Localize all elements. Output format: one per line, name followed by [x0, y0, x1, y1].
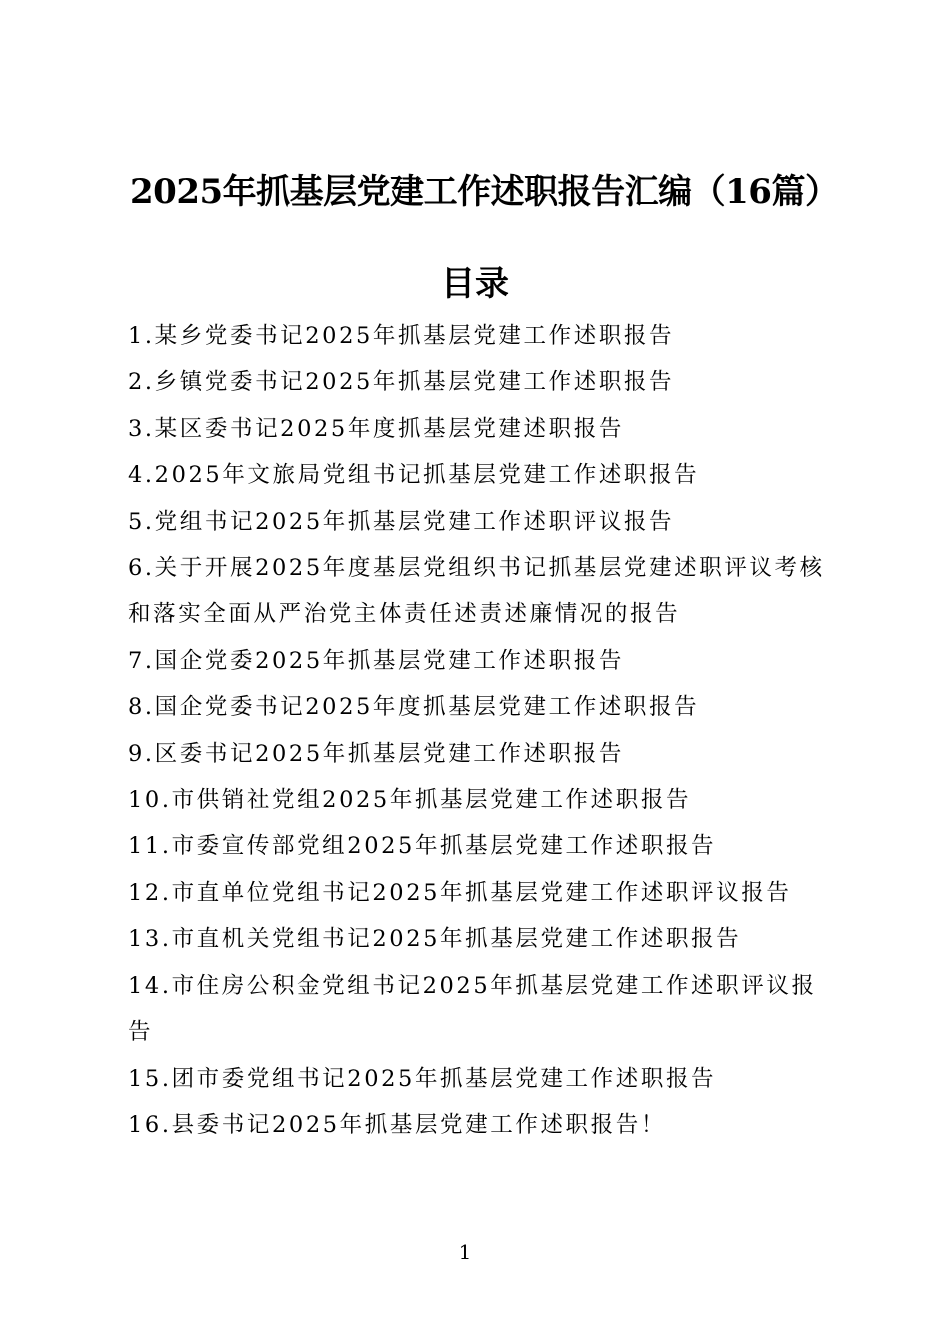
toc-item: 9.区委书记2025年抓基层党建工作述职报告 [128, 740, 624, 767]
toc-item: 15.团市委党组书记2025年抓基层党建工作述职报告 [128, 1065, 717, 1092]
toc-item: 4.2025年文旅局党组书记抓基层党建工作述职报告 [128, 462, 700, 489]
toc-item: 6.关于开展2025年度基层党组织书记抓基层党建述职评议考核和落实全面从严治党主体责任述责述廉情况的报告 [128, 555, 825, 628]
table-of-contents [128, 313, 828, 1148]
toc-heading: 目录 [441, 264, 509, 304]
toc-item: 10.市供销社党组2025年抓基层党建工作述职报告 [128, 787, 692, 814]
toc-item: 11.市委宣传部党组2025年抓基层党建工作述职报告 [128, 833, 717, 860]
page-number: 1 [458, 1240, 472, 1264]
toc-item: 16.县委书记2025年抓基层党建工作述职报告！ [128, 1111, 666, 1138]
toc-item: 13.市直机关党组书记2025年抓基层党建工作述职报告 [128, 926, 742, 953]
toc-item: 12.市直单位党组书记2025年抓基层党建工作述职评议报告 [128, 879, 792, 906]
document-title: 2025年抓基层党建工作述职报告汇编（16篇） [130, 172, 839, 212]
toc-item: 5.党组书记2025年抓基层党建工作述职评议报告 [128, 508, 675, 535]
toc-item: 3.某区委书记2025年度抓基层党建述职报告 [128, 415, 624, 442]
toc-item: 8.国企党委书记2025年度抓基层党建工作述职报告 [128, 694, 700, 721]
toc-item: 14.市住房公积金党组书记2025年抓基层党建工作述职评议报告 [128, 972, 817, 1046]
toc-item: 1.某乡党委书记2025年抓基层党建工作述职报告 [128, 323, 675, 349]
toc-item: 2.乡镇党委书记2025年抓基层党建工作述职报告 [128, 369, 675, 396]
toc-item: 7.国企党委2025年抓基层党建工作述职报告 [128, 647, 624, 674]
